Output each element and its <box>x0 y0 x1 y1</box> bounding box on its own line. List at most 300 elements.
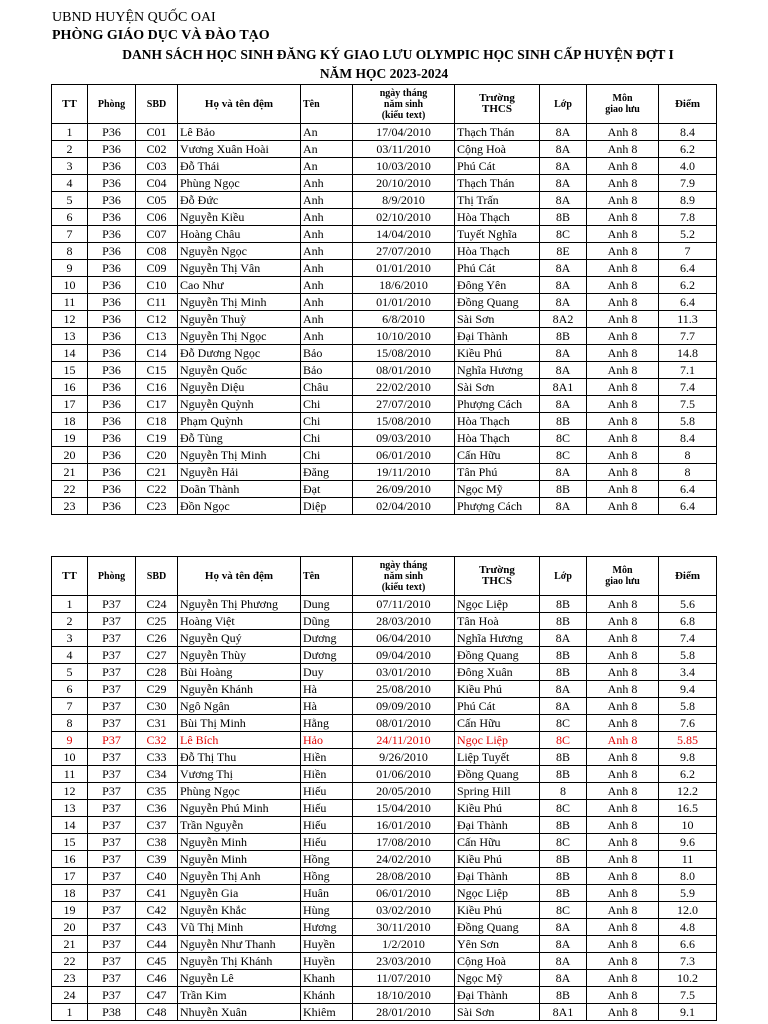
cell-tt: 4 <box>52 647 88 664</box>
cell-diem: 3.4 <box>659 664 717 681</box>
cell-tt: 3 <box>52 630 88 647</box>
cell-phong: P36 <box>88 498 136 515</box>
cell-diem: 6.8 <box>659 613 717 630</box>
cell-tt: 21 <box>52 936 88 953</box>
cell-ngaysinh: 9/26/2010 <box>353 749 455 766</box>
cell-mon: Anh 8 <box>587 294 659 311</box>
cell-diem: 6.2 <box>659 766 717 783</box>
col-header-lop: Lớp <box>540 85 587 124</box>
cell-phong: P37 <box>88 953 136 970</box>
cell-tt: 23 <box>52 970 88 987</box>
cell-mon: Anh 8 <box>587 698 659 715</box>
cell-lop: 8A <box>540 498 587 515</box>
cell-tt: 6 <box>52 209 88 226</box>
cell-phong: P36 <box>88 243 136 260</box>
cell-sbd: C08 <box>136 243 178 260</box>
cell-tt: 9 <box>52 732 88 749</box>
cell-lop: 8B <box>540 413 587 430</box>
cell-ten: Hiếu <box>301 817 353 834</box>
cell-hodem: Nguyễn Minh <box>178 834 301 851</box>
cell-sbd: C32 <box>136 732 178 749</box>
cell-mon: Anh 8 <box>587 226 659 243</box>
cell-tt: 10 <box>52 749 88 766</box>
cell-ngaysinh: 03/02/2010 <box>353 902 455 919</box>
cell-lop: 8C <box>540 715 587 732</box>
cell-sbd: C28 <box>136 664 178 681</box>
cell-truong: Đồng Quang <box>455 647 540 664</box>
cell-sbd: C07 <box>136 226 178 243</box>
cell-diem: 9.4 <box>659 681 717 698</box>
cell-ten: Hiếu <box>301 783 353 800</box>
cell-sbd: C46 <box>136 970 178 987</box>
cell-ten: An <box>301 124 353 141</box>
col-header-ngaysinh: ngày tháng năm sinh (kiểu text) <box>353 557 455 596</box>
cell-sbd: C04 <box>136 175 178 192</box>
cell-ten: Chi <box>301 430 353 447</box>
col-header-phong: Phòng <box>88 85 136 124</box>
cell-mon: Anh 8 <box>587 345 659 362</box>
cell-sbd: C20 <box>136 447 178 464</box>
cell-diem: 11.3 <box>659 311 717 328</box>
table-row <box>52 681 717 698</box>
cell-ten: Anh <box>301 311 353 328</box>
cell-ten: Đạt <box>301 481 353 498</box>
cell-ngaysinh: 10/10/2010 <box>353 328 455 345</box>
col-header-ten: Tên <box>301 85 353 124</box>
cell-lop: 8A <box>540 124 587 141</box>
table-row <box>52 498 717 515</box>
cell-mon: Anh 8 <box>587 664 659 681</box>
cell-mon: Anh 8 <box>587 396 659 413</box>
cell-lop: 8A <box>540 362 587 379</box>
cell-mon: Anh 8 <box>587 124 659 141</box>
cell-ngaysinh: 27/07/2010 <box>353 396 455 413</box>
cell-ngaysinh: 09/03/2010 <box>353 430 455 447</box>
cell-ten: Huyền <box>301 953 353 970</box>
cell-tt: 1 <box>52 596 88 613</box>
cell-hodem: Trần Kim <box>178 987 301 1004</box>
cell-ngaysinh: 28/01/2010 <box>353 1004 455 1021</box>
cell-hodem: Đồn Ngọc <box>178 498 301 515</box>
cell-truong: Phú Cát <box>455 698 540 715</box>
table-row <box>52 613 717 630</box>
cell-mon: Anh 8 <box>587 1004 659 1021</box>
cell-lop: 8E <box>540 243 587 260</box>
cell-hodem: Doãn Thành <box>178 481 301 498</box>
cell-lop: 8A <box>540 970 587 987</box>
cell-truong: Hòa Thạch <box>455 209 540 226</box>
cell-tt: 13 <box>52 328 88 345</box>
student-table-room-p36 <box>51 84 717 515</box>
cell-truong: Hòa Thạch <box>455 430 540 447</box>
cell-phong: P36 <box>88 328 136 345</box>
cell-phong: P37 <box>88 732 136 749</box>
cell-tt: 21 <box>52 464 88 481</box>
cell-sbd: C33 <box>136 749 178 766</box>
cell-hodem: Nguyễn Thị Khánh <box>178 953 301 970</box>
cell-mon: Anh 8 <box>587 158 659 175</box>
cell-mon: Anh 8 <box>587 987 659 1004</box>
cell-truong: Kiều Phú <box>455 345 540 362</box>
cell-sbd: C25 <box>136 613 178 630</box>
cell-phong: P36 <box>88 260 136 277</box>
cell-phong: P38 <box>88 1004 136 1021</box>
cell-mon: Anh 8 <box>587 447 659 464</box>
cell-phong: P37 <box>88 698 136 715</box>
cell-tt: 4 <box>52 175 88 192</box>
cell-phong: P36 <box>88 311 136 328</box>
table-row <box>52 396 717 413</box>
cell-ngaysinh: 14/04/2010 <box>353 226 455 243</box>
col-header-hodem: Họ và tên đệm <box>178 85 301 124</box>
cell-tt: 1 <box>52 1004 88 1021</box>
cell-lop: 8A <box>540 260 587 277</box>
cell-mon: Anh 8 <box>587 970 659 987</box>
cell-truong: Tân Phú <box>455 464 540 481</box>
cell-ngaysinh: 25/08/2010 <box>353 681 455 698</box>
cell-tt: 19 <box>52 902 88 919</box>
cell-tt: 17 <box>52 868 88 885</box>
cell-hodem: Đỗ Thị Thu <box>178 749 301 766</box>
cell-hodem: Nguyễn Thị Ngọc <box>178 328 301 345</box>
table-row <box>52 868 717 885</box>
table-row <box>52 953 717 970</box>
cell-mon: Anh 8 <box>587 481 659 498</box>
col-header-hodem: Họ và tên đệm <box>178 557 301 596</box>
cell-tt: 14 <box>52 817 88 834</box>
cell-truong: Cấn Hữu <box>455 715 540 732</box>
cell-sbd: C11 <box>136 294 178 311</box>
cell-diem: 6.4 <box>659 481 717 498</box>
col-header-diem: Điểm <box>659 557 717 596</box>
cell-ten: Huyền <box>301 936 353 953</box>
cell-ten: Dũng <box>301 613 353 630</box>
cell-tt: 1 <box>52 124 88 141</box>
cell-ten: Hồng <box>301 851 353 868</box>
cell-mon: Anh 8 <box>587 430 659 447</box>
cell-tt: 22 <box>52 481 88 498</box>
cell-phong: P36 <box>88 192 136 209</box>
table-row <box>52 766 717 783</box>
cell-mon: Anh 8 <box>587 209 659 226</box>
cell-phong: P36 <box>88 447 136 464</box>
cell-ngaysinh: 18/10/2010 <box>353 987 455 1004</box>
col-header-mon: Môn giao lưu <box>587 557 659 596</box>
cell-hodem: Nguyễn Diệu <box>178 379 301 396</box>
cell-diem: 7.5 <box>659 396 717 413</box>
cell-ngaysinh: 28/03/2010 <box>353 613 455 630</box>
cell-truong: Tuyết Nghĩa <box>455 226 540 243</box>
table-row <box>52 970 717 987</box>
cell-ten: Anh <box>301 209 353 226</box>
table-row <box>52 596 717 613</box>
table-row <box>52 732 717 749</box>
col-header-phong: Phòng <box>88 557 136 596</box>
table-row <box>52 919 717 936</box>
cell-mon: Anh 8 <box>587 311 659 328</box>
cell-diem: 7.9 <box>659 175 717 192</box>
cell-phong: P36 <box>88 464 136 481</box>
cell-ngaysinh: 08/01/2010 <box>353 362 455 379</box>
cell-mon: Anh 8 <box>587 885 659 902</box>
cell-sbd: C36 <box>136 800 178 817</box>
cell-diem: 5.8 <box>659 413 717 430</box>
cell-lop: 8A <box>540 158 587 175</box>
cell-hodem: Hoàng Châu <box>178 226 301 243</box>
cell-tt: 24 <box>52 987 88 1004</box>
cell-diem: 6.6 <box>659 936 717 953</box>
cell-diem: 7.8 <box>659 209 717 226</box>
table-row <box>52 175 717 192</box>
cell-truong: Thạch Thán <box>455 124 540 141</box>
cell-sbd: C29 <box>136 681 178 698</box>
cell-ten: Hiếu <box>301 834 353 851</box>
cell-sbd: C45 <box>136 953 178 970</box>
cell-ngaysinh: 01/01/2010 <box>353 260 455 277</box>
cell-diem: 4.8 <box>659 919 717 936</box>
cell-hodem: Trần Nguyễn <box>178 817 301 834</box>
cell-ngaysinh: 09/09/2010 <box>353 698 455 715</box>
cell-diem: 8 <box>659 447 717 464</box>
cell-hodem: Nguyễn Thùy <box>178 647 301 664</box>
table-row <box>52 1004 717 1021</box>
cell-phong: P37 <box>88 970 136 987</box>
cell-ten: Anh <box>301 226 353 243</box>
cell-hodem: Nguyễn Khắc <box>178 902 301 919</box>
cell-truong: Phú Cát <box>455 260 540 277</box>
table-row <box>52 362 717 379</box>
cell-lop: 8A <box>540 277 587 294</box>
cell-hodem: Nguyễn Quốc <box>178 362 301 379</box>
cell-mon: Anh 8 <box>587 647 659 664</box>
cell-tt: 11 <box>52 766 88 783</box>
cell-hodem: Nguyễn Thị Minh <box>178 294 301 311</box>
cell-sbd: C42 <box>136 902 178 919</box>
cell-tt: 11 <box>52 294 88 311</box>
cell-truong: Cấn Hữu <box>455 834 540 851</box>
cell-ten: Chi <box>301 413 353 430</box>
cell-mon: Anh 8 <box>587 596 659 613</box>
cell-phong: P37 <box>88 766 136 783</box>
cell-mon: Anh 8 <box>587 817 659 834</box>
cell-lop: 8B <box>540 766 587 783</box>
cell-diem: 10 <box>659 817 717 834</box>
cell-diem: 7 <box>659 243 717 260</box>
cell-phong: P36 <box>88 413 136 430</box>
cell-diem: 6.2 <box>659 277 717 294</box>
cell-ten: Châu <box>301 379 353 396</box>
cell-ngaysinh: 24/02/2010 <box>353 851 455 868</box>
cell-ngaysinh: 17/04/2010 <box>353 124 455 141</box>
cell-truong: Kiều Phú <box>455 800 540 817</box>
cell-ngaysinh: 18/6/2010 <box>353 277 455 294</box>
cell-diem: 6.4 <box>659 498 717 515</box>
table-row <box>52 783 717 800</box>
table-row <box>52 698 717 715</box>
cell-ten: Bảo <box>301 345 353 362</box>
cell-ngaysinh: 11/07/2010 <box>353 970 455 987</box>
table-row <box>52 345 717 362</box>
cell-sbd: C41 <box>136 885 178 902</box>
cell-phong: P37 <box>88 630 136 647</box>
cell-diem: 7.7 <box>659 328 717 345</box>
table-row <box>52 481 717 498</box>
cell-mon: Anh 8 <box>587 277 659 294</box>
cell-tt: 15 <box>52 362 88 379</box>
cell-hodem: Vương Thị <box>178 766 301 783</box>
cell-hodem: Nguyễn Lê <box>178 970 301 987</box>
cell-lop: 8A <box>540 294 587 311</box>
cell-truong: Kiều Phú <box>455 851 540 868</box>
cell-truong: Ngọc Liệp <box>455 885 540 902</box>
cell-ten: Hương <box>301 919 353 936</box>
cell-ten: Anh <box>301 328 353 345</box>
cell-phong: P37 <box>88 987 136 1004</box>
cell-tt: 12 <box>52 783 88 800</box>
cell-hodem: Nguyễn Như Thanh <box>178 936 301 953</box>
cell-sbd: C19 <box>136 430 178 447</box>
cell-truong: Cộng Hoà <box>455 141 540 158</box>
cell-phong: P37 <box>88 783 136 800</box>
table-body <box>52 124 717 515</box>
cell-tt: 9 <box>52 260 88 277</box>
cell-diem: 12.2 <box>659 783 717 800</box>
cell-ngaysinh: 30/11/2010 <box>353 919 455 936</box>
cell-phong: P36 <box>88 124 136 141</box>
cell-ten: Hảo <box>301 732 353 749</box>
cell-tt: 22 <box>52 953 88 970</box>
table-row <box>52 647 717 664</box>
cell-diem: 5.85 <box>659 732 717 749</box>
cell-truong: Ngọc Liệp <box>455 596 540 613</box>
cell-tt: 8 <box>52 243 88 260</box>
cell-tt: 12 <box>52 311 88 328</box>
cell-ngaysinh: 06/01/2010 <box>353 885 455 902</box>
col-header-lop: Lớp <box>540 557 587 596</box>
cell-ngaysinh: 08/01/2010 <box>353 715 455 732</box>
cell-truong: Hòa Thạch <box>455 243 540 260</box>
cell-ten: Đăng <box>301 464 353 481</box>
cell-ngaysinh: 20/10/2010 <box>353 175 455 192</box>
cell-mon: Anh 8 <box>587 834 659 851</box>
cell-lop: 8C <box>540 800 587 817</box>
cell-ten: Chi <box>301 396 353 413</box>
col-header-sbd: SBD <box>136 85 178 124</box>
cell-ten: Hiếu <box>301 800 353 817</box>
cell-ten: Hà <box>301 698 353 715</box>
cell-hodem: Ngô Ngân <box>178 698 301 715</box>
cell-sbd: C37 <box>136 817 178 834</box>
cell-diem: 8.0 <box>659 868 717 885</box>
cell-diem: 10.2 <box>659 970 717 987</box>
cell-ngaysinh: 06/04/2010 <box>353 630 455 647</box>
table-row <box>52 379 717 396</box>
cell-ten: Anh <box>301 260 353 277</box>
cell-ten: Bảo <box>301 362 353 379</box>
cell-ngaysinh: 02/10/2010 <box>353 209 455 226</box>
cell-lop: 8C <box>540 834 587 851</box>
cell-phong: P37 <box>88 817 136 834</box>
cell-tt: 17 <box>52 396 88 413</box>
cell-tt: 5 <box>52 664 88 681</box>
cell-mon: Anh 8 <box>587 800 659 817</box>
cell-lop: 8B <box>540 885 587 902</box>
cell-lop: 8A1 <box>540 1004 587 1021</box>
cell-mon: Anh 8 <box>587 464 659 481</box>
cell-ngaysinh: 19/11/2010 <box>353 464 455 481</box>
cell-tt: 8 <box>52 715 88 732</box>
cell-diem: 8.4 <box>659 124 717 141</box>
cell-lop: 8A1 <box>540 379 587 396</box>
cell-lop: 8B <box>540 987 587 1004</box>
cell-tt: 15 <box>52 834 88 851</box>
cell-mon: Anh 8 <box>587 902 659 919</box>
cell-lop: 8B <box>540 749 587 766</box>
cell-ten: Hằng <box>301 715 353 732</box>
col-header-ten: Tên <box>301 557 353 596</box>
cell-truong: Phượng Cách <box>455 396 540 413</box>
cell-truong: Đại Thành <box>455 987 540 1004</box>
cell-hodem: Nguyễn Gia <box>178 885 301 902</box>
cell-mon: Anh 8 <box>587 851 659 868</box>
cell-truong: Phú Cát <box>455 158 540 175</box>
cell-tt: 16 <box>52 379 88 396</box>
table-row <box>52 226 717 243</box>
table-row <box>52 447 717 464</box>
cell-sbd: C40 <box>136 868 178 885</box>
cell-truong: Sài Sơn <box>455 1004 540 1021</box>
cell-hodem: Bùi Hoàng <box>178 664 301 681</box>
cell-diem: 5.6 <box>659 596 717 613</box>
cell-lop: 8C <box>540 902 587 919</box>
cell-lop: 8A <box>540 464 587 481</box>
cell-mon: Anh 8 <box>587 783 659 800</box>
cell-lop: 8B <box>540 868 587 885</box>
table-row <box>52 715 717 732</box>
cell-sbd: C15 <box>136 362 178 379</box>
cell-hodem: Đỗ Thái <box>178 158 301 175</box>
cell-sbd: C44 <box>136 936 178 953</box>
cell-ten: Dương <box>301 647 353 664</box>
cell-ngaysinh: 26/09/2010 <box>353 481 455 498</box>
cell-ten: Diệp <box>301 498 353 515</box>
cell-hodem: Lê Bích <box>178 732 301 749</box>
cell-phong: P37 <box>88 613 136 630</box>
cell-diem: 9.8 <box>659 749 717 766</box>
cell-truong: Đại Thành <box>455 868 540 885</box>
cell-diem: 4.0 <box>659 158 717 175</box>
cell-phong: P37 <box>88 868 136 885</box>
cell-truong: Cộng Hoà <box>455 953 540 970</box>
cell-ngaysinh: 09/04/2010 <box>353 647 455 664</box>
cell-diem: 8 <box>659 464 717 481</box>
cell-lop: 8B <box>540 613 587 630</box>
cell-truong: Đồng Quang <box>455 294 540 311</box>
cell-diem: 8.9 <box>659 192 717 209</box>
cell-truong: Kiều Phú <box>455 681 540 698</box>
cell-diem: 7.4 <box>659 379 717 396</box>
cell-tt: 14 <box>52 345 88 362</box>
cell-ngaysinh: 06/01/2010 <box>353 447 455 464</box>
table-row <box>52 260 717 277</box>
table-row <box>52 800 717 817</box>
cell-sbd: C43 <box>136 919 178 936</box>
cell-lop: 8B <box>540 481 587 498</box>
cell-truong: Kiều Phú <box>455 902 540 919</box>
cell-sbd: C03 <box>136 158 178 175</box>
cell-tt: 2 <box>52 141 88 158</box>
table-row <box>52 664 717 681</box>
